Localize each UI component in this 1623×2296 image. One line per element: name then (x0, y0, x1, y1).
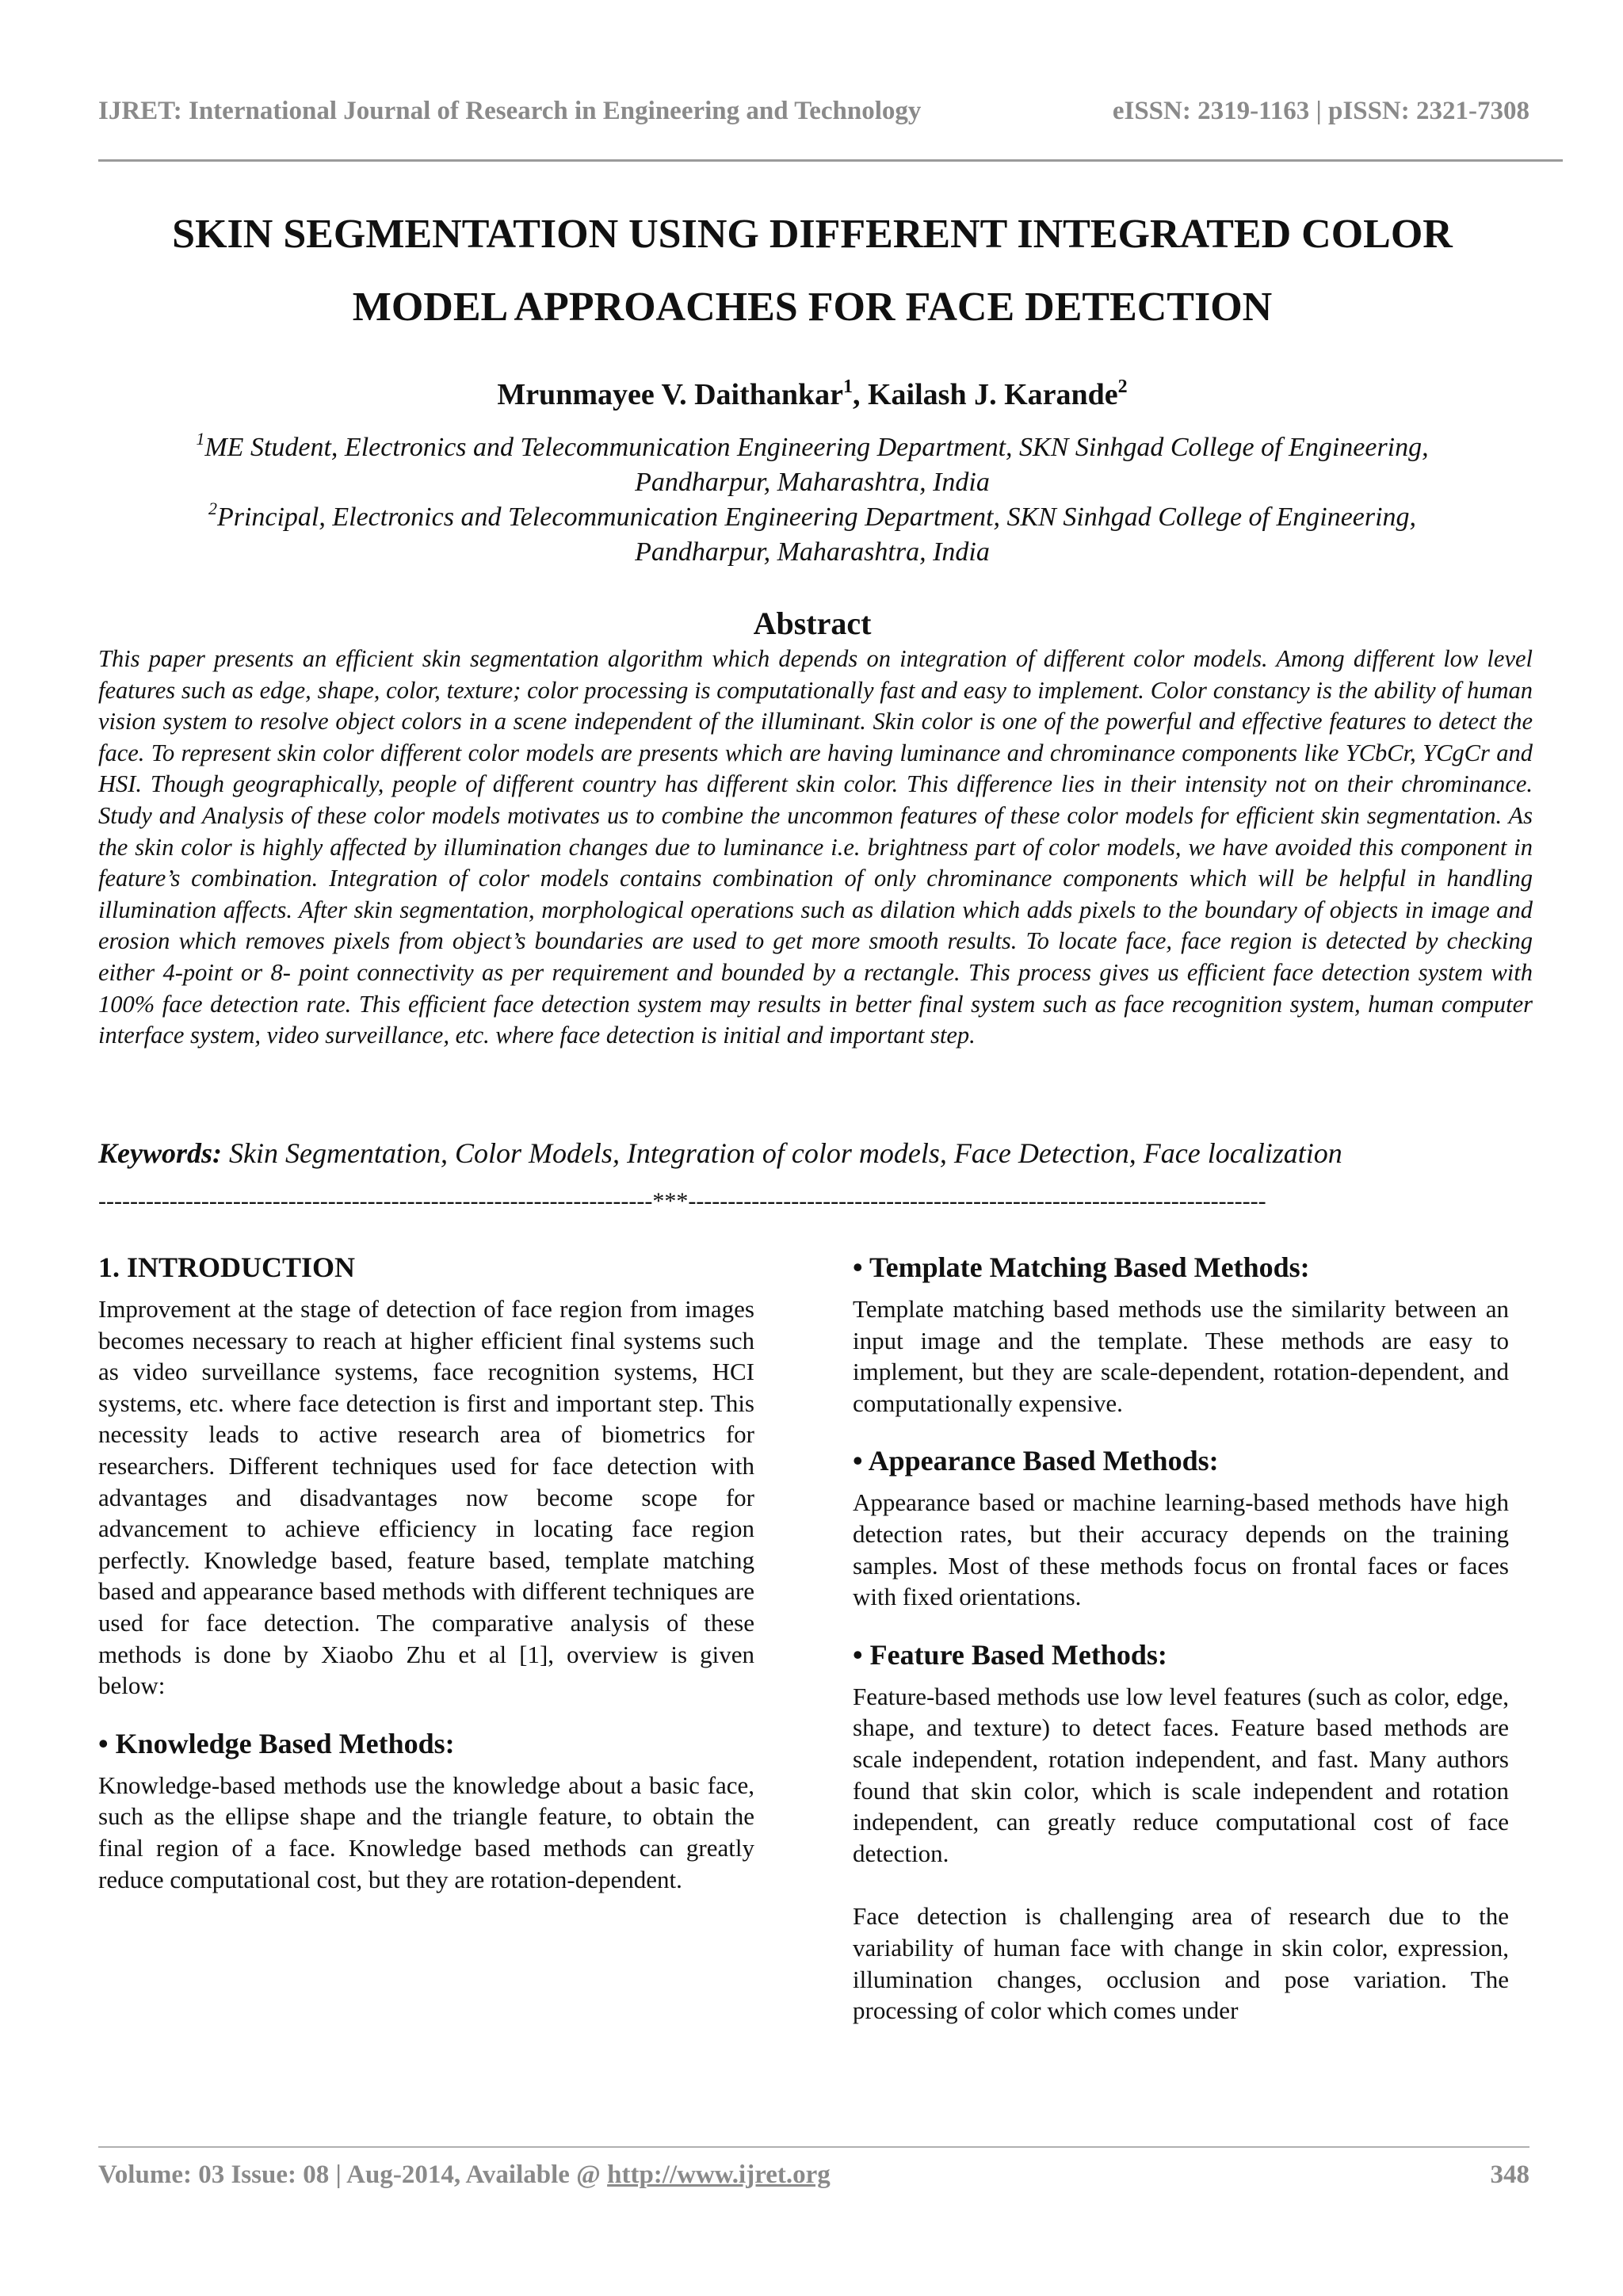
face-detection-challenge-text: Face detection is challenging area of research due to the variability of human face with change in skin color, expression, illumination changes, occlusion and pose variation. The processing of color which comes under (853, 1902, 1509, 2025)
journal-url-link[interactable]: http://www.ijret.org (607, 2160, 831, 2189)
knowledge-methods-text: Knowledge-based methods use the knowledge about a basic face, such as the ellipse shape and the triangle feature, to obtain the final region of a face. Knowledge based methods can greatly reduce computational cost, but they are rotation-dependent. (98, 1771, 754, 1893)
author-name: Kailash J. Karande (868, 378, 1118, 411)
author-affil-mark: 1 (843, 376, 853, 397)
paper-title (87, 198, 1537, 344)
author-affil-mark: 2 (1117, 376, 1128, 397)
issn-info: eISSN: 2319-1163 | pISSN: 2321-7308 (1112, 97, 1529, 125)
journal-name: IJRET: International Journal of Research in Engineering and Technology (98, 97, 922, 125)
section-separator (98, 1186, 1533, 1217)
title-line-2: MODEL APPROACHES FOR FACE DETECTION (352, 285, 1273, 330)
affiliation-1-line-2: Pandharpur, Maharashtra, India (635, 468, 990, 497)
running-footer (98, 2160, 1529, 2200)
page-number: 348 (1490, 2160, 1529, 2189)
affiliation-text: ME Student, Electronics and Telecommunication Engineering Department, SKN Sinhgad College of Engineering, (204, 433, 1429, 462)
affiliation-1-line-1 (87, 430, 1537, 465)
abstract-heading: Abstract (753, 606, 872, 641)
separator-dashes-right: ------------------------------------------------------------------------- (688, 1188, 1266, 1214)
appearance-methods-text: Appearance based or machine learning-based methods have high detection rates, but their accuracy depends on the training samples. Most of these methods focus on frontal faces or faces with fixed orientations. (853, 1488, 1509, 1611)
introduction-heading: 1. INTRODUCTION (98, 1251, 356, 1283)
affil-mark: 1 (196, 429, 205, 449)
template-methods-text: Template matching based methods use the similarity between an input image and the template. These methods are easy to implement, but they are scale-dependent, rotation-dependent, and computationally expensive. (853, 1295, 1509, 1417)
affil-mark: 2 (208, 499, 217, 518)
author-separator: , (853, 378, 868, 411)
keywords (98, 1135, 1541, 1171)
volume-text: Volume: 03 Issue: 08 | Aug-2014, Available @ (98, 2160, 608, 2189)
abstract-text: This paper presents an efficient skin segmentation algorithm which depends on integration of different color models. Among different low level features such as edge, shape, color, texture; color processing is computationally fast and easy to implement. Color constancy is the ability of human vision system to resolve object colors in a scene independent of the illuminant. Skin color is one of the powerful and effective features to detect the face. To represent skin color different color models are presents which are having luminance and chrominance components like YCbCr, YCgCr and HSI. Though geographically, people of different country has different skin color. This difference lies in their intensity not on their chrominance. Study and Analysis of these color models motivates us to combine the uncommon features of these color models for efficient skin segmentation. As the skin color is highly affected by illumination changes due to luminance i.e. brightness part of color models, we have avoided this component in feature’s combination. Integration of color models contains combination of only chrominance components which will be helpful in handling illumination affects. After skin segmentation, morphological operations such as dilation which adds pixels to the boundary of objects in image and erosion which removes pixels from object’s boundaries are used to get more smooth results. To locate face, face region is detected by checking either 4-point or 8- point connectivity as per requirement and bounded by a rectangle. This process gives us efficient face detection system with 100% face detection rate. This efficient face detection system may results in better final system such as face recognition system, human computer interface system, video surveillance, etc. where face detection is initial and important step. (98, 645, 1533, 1049)
header-rule (98, 159, 1563, 162)
affiliation-2-line-2: Pandharpur, Maharashtra, India (635, 537, 990, 567)
right-column (853, 1249, 1509, 2027)
feature-methods-text: Feature-based methods use low level features (such as color, edge, shape, and texture) to detect faces. Feature based methods are scale independent, rotation independent, and fast. Many authors found that skin color, which is scale independent and rotation independent, can greatly reduce computational cost of face detection. (853, 1682, 1509, 1867)
feature-methods-heading: • Feature Based Methods: (853, 1638, 1167, 1671)
running-header (98, 97, 1529, 135)
footer-volume (98, 2160, 831, 2190)
affiliation-text: Principal, Electronics and Telecommunication Engineering Department, SKN Sinhgad College of Engineering, (216, 502, 1417, 532)
left-column (98, 1249, 754, 1895)
knowledge-methods-heading: • Knowledge Based Methods: (98, 1727, 455, 1759)
affiliation-2-line-1 (87, 500, 1537, 535)
separator-stars: *** (652, 1188, 689, 1214)
author-list (87, 376, 1537, 414)
affiliations (87, 430, 1537, 570)
appearance-methods-heading: • Appearance Based Methods: (853, 1445, 1219, 1477)
author-name: Mrunmayee V. Daithankar (497, 378, 843, 411)
introduction-text: Improvement at the stage of detection of face region from images becomes necessary to reach at higher efficient final systems such as video surveillance systems, face recognition systems, HCI systems, etc. where face detection is first and important step. This necessity leads to active research area of biometrics for researchers. Different techniques used for face detection with advantages and disadvantages now become scope for advancement to achieve efficiency in locating face region perfectly. Knowledge based, feature based, template matching based and appearance based methods with different techniques are used for face detection. The comparative analysis of these methods is done by Xiaobo Zhu et al [1], overview is given below: (98, 1295, 754, 1700)
title-line-1: SKIN SEGMENTATION USING DIFFERENT INTEGRATED COLOR (172, 212, 1453, 257)
template-methods-heading: • Template Matching Based Methods: (853, 1251, 1310, 1283)
keywords-text: Skin Segmentation, Color Models, Integration of color models, Face Detection, Face localization (222, 1137, 1342, 1169)
footer-rule (98, 2146, 1529, 2148)
separator-dashes-left: ---------------------------------------------------------------------- (98, 1188, 653, 1214)
keywords-label: Keywords: (98, 1137, 222, 1169)
